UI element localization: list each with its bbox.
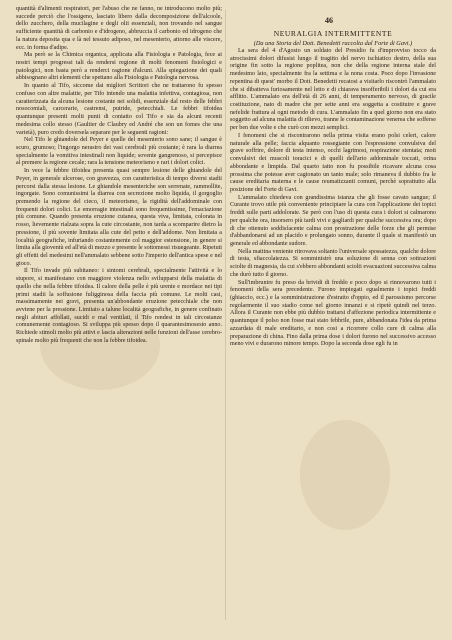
paragraph: Nella mattina veniente ritrovava soltanto l'universale spossatezza, qualche dolore di testa, sfiaccolatezza. Si somministrò una soluzione di senna con sottrazioni sciolte di magnesia, da cui s'ebbero abbondanti sciolti evacuazioni successiva calma che durò tutto il giorno. — [230, 248, 436, 278]
paragraph: Il Tifo invade più subitaneo: i sintomi cerebrali, specialmente l'attività e lo stupore, si manifestano con maggiore violenza nello svilupparsi della malattia di quello che nella febbre tifoidea. Il calore della pelle è più urente e mordace nei tipi primi stadii la soffusione fuligginosa della faccia più comune. Le molti casi, massimamente nei gravi, presenta un'abbondante eruzione petecchiale che non avviene per la pressione. Limitato a talune località geografiche, in genere confinato negli abituri affollati, sucidi e mal ventilati, il Tifo rendesi in tali circostanze comunemente contagioso. Si sviluppa più spesso dopo il quarantesimosesto anno. Richiede stimoli molto più attivi e lascia alterazioni nelle funzioni dell'asse cerebro-spinale molto più frequenti che non la febbre tifoidea. — [16, 268, 222, 344]
paragraph: Nel Tifo le ghiandole del Peyer e quelle del mesenterio sono sane; il sangue è scuro, grumoso; l'ingorgo nerastro dei vasi cerebrali più costante; è rara la diarrea specialmente la vomitiva intestinali non liquide; sovente gangrenoso, si percepisce al premere la regione cecale; rara la tensione meteorismo e rari i dolori colici. — [16, 137, 222, 167]
page-number: 46 — [325, 16, 333, 25]
paragraph: Sull'imbrunire fu preso da brividi di freddo e poco dopo si rinnovarono tutti i fenomeni della sera precedente. Furono impiegati egualmente i topici freddi (ghiaccio, ecc.) e la somministrazione d'estratto d'oppio, ed il parossismo percorse regolarmente il suo stadio come nel giorno innanzi e si ripetè quindi nel terzo. Allora il Curante non ebbe più dubbio trattarsi d'affezione periodica intermittente e quantunque il polso non fosse mai stato febbrile, pure, abbandonata l'idea da prima azzardata di male ereditario, e non cosi a ricorrere collo cure di calma alla preparazione di china. Fino dalla prima dose i dolori furono nel successivo accesso meno vivi e durarono minore tempo. Dopo la seconda dose egli fu in — [230, 279, 436, 348]
column-gutter — [225, 10, 226, 620]
article-title: NEURALGIA INTERMITTENTE — [273, 29, 393, 38]
paragraph: quantità d'alimenti respiratori, per l'abuso che ne fanno, ne introducono molto più; succede perciò che l'ossigeno, lasciato libero dalla decomposizione dell'alcoole, dello zucchero, della mucilagine e degli olii essenziali, non trovando nel sangue sufficiente quantità di carbonio e d'idrogeno, abbruccia il carbonio ed idrogeno che la natura deposita qua e là nel tessuto adiposo, nel mesenterio, attorno alle viscere, ecc. in forma d'adipe. — [16, 6, 222, 51]
paragraph: In vece la febbre tifoidea presenta quasi sempre lesione delle ghiandole del Peyer, in generale ulcerose, con gravezza, con caratteristica di tempo diversi stadii percorsi dalla stessa lesione. Le ghiandole mesenteriche son serrenate, rammollite, ingorgate. Sono comunissimi la diarrea con secrezione molto liquida, il gorgoglio premendo la regione del cieco, il meteorismo, la rigidità dell'addominale con frequenti dolori colici. Le emorragie intestinali sono frequentissime, l'emaciazione più comune. Quando presenta eruzione cutanea, questa viva, limitata, colorata in rosso, lievemente rialzata sopra la cute circostante, non tarda a scomparire dietro la pressione, il più sovente limitata alla cute del petto e dell'addome. Non limitata a località geografiche, infuriando costantemente col maggior estensione, in genere si limita alla gioventù ed all'età di mezzo e presente le sottomessi risuegeante. Ripetuti gli effetti del medesimi nell'ammalato sebbene sotto l'imperio dell'antica spese e nel gioco. — [16, 168, 222, 267]
paragraph: I fenomeni che si riscontrarono nella prima visita erano polsi celeri, calore naturale alla pelle; faccia alquanto rossegiante con l'espressione convulsiva del grave soffrire, dolore di testa intenso, occhi lagrimosi, respirazione stentata; moti convulsivi dei muscoli toracici e di quelli dell'arto addominale toccati, orina abbondante e limpida. Dal quarto tatto non fu possibile ricavare alcuna cosa prossima che potesse aver cagionato un tanto male; solo rimaneva il dubbio fra le cause ereditaria materna e le cause reumatizzanti comuni, perchè soprattutto alla posizione del Forte di Gavi. — [230, 132, 436, 193]
paragraph: L'ammalato chiedeva con grandissima istanza che gli fosse cavato sangue; il Curante trovo utile più conveniente principiare la cura con l'applicazione dei topici freddi sulle parti addolorate. Se però con l'uso di questa cura i dolori si calmarono per qualche ora, insorsero più tardi vivi e gagliardi per qualche successiva ora; dopo di che ottenuto soddisfacente calma con prostrazione delle forze che gli permise d'abbandonarsi ad un placido e prolungato sonno, durante il quale si manifestò un generale ed abbondante sudore. — [230, 194, 436, 247]
left-column — [16, 6, 222, 346]
article-byline: (Da una Storia del Dott. Benedetti raccolta dal Forte di Gavi.) — [253, 40, 413, 47]
paragraph: La sera del 4 d'Agosto un soldato del Presidio fu d'improvviso tocco da atrocissimi dolori difusisi lungo il tragitto del nervo ischiatico destro, della sua origine fin sotto la regione poplitea, non che della regione interna stale del medesimo lato, specialmente fra la settima e la nona costa. Poco dopo l'invasione repentina di quest' morbo il Dott. Benedetti recatosi a visitarlo riscontrò l'ammalato che si dibatteva furiosamente nel letto e di chiarava insofferibili i dolori da cui era afflitto. L'ammalato era dell'età di 26 anni, di temperamento nervoso, di gracile costituzione, nato di madre che per sette anni era soggetta a costituire e grave nefelide frattura al ogni metodo di cura. L'ammalato fin a quel giorno non era stato soggetto ad alcuna malattia di rilievo, tranne le contaminazione venerea che sofferse per ben due volte e che curò con mezzi semplici. — [230, 48, 436, 132]
paragraph: Ma però se la Chimica organica, applicata alla Fisiologia e Patologia, fece ai nostri tempi progressi tali da rendersi regione di molti fenomeni fisiologici e patologici, non basta però a renderci ragione d'alcuni. Alla spiegazione dei quali abbisognano altri elementi che spettano alla Fisiologia e Patologia nervosa. — [16, 52, 222, 82]
paragraph: In quanto al Tifo, siccome dai migliori Scrittori che ne trattarono fu spesso confuso con altre malattie, per Tifo intendo una malattia infettiva, contagiosa, non caratterizzata da alcuna lesione costante nei solidi, essenziale dal resto delle febbri nosocomiali, carcerarie, castrensi, putride, petecchiali. Le febbri tifoidea quantunque presenti molti punti di contatto col Tifo e sia da alcuni recenti medesima collo stesso (Gaultier de Claubry ed André che son un fomes che una varietà), puro credo doversela separare per le seguenti ragioni: — [16, 83, 222, 136]
paper-stain — [300, 420, 390, 530]
right-column — [230, 48, 436, 349]
